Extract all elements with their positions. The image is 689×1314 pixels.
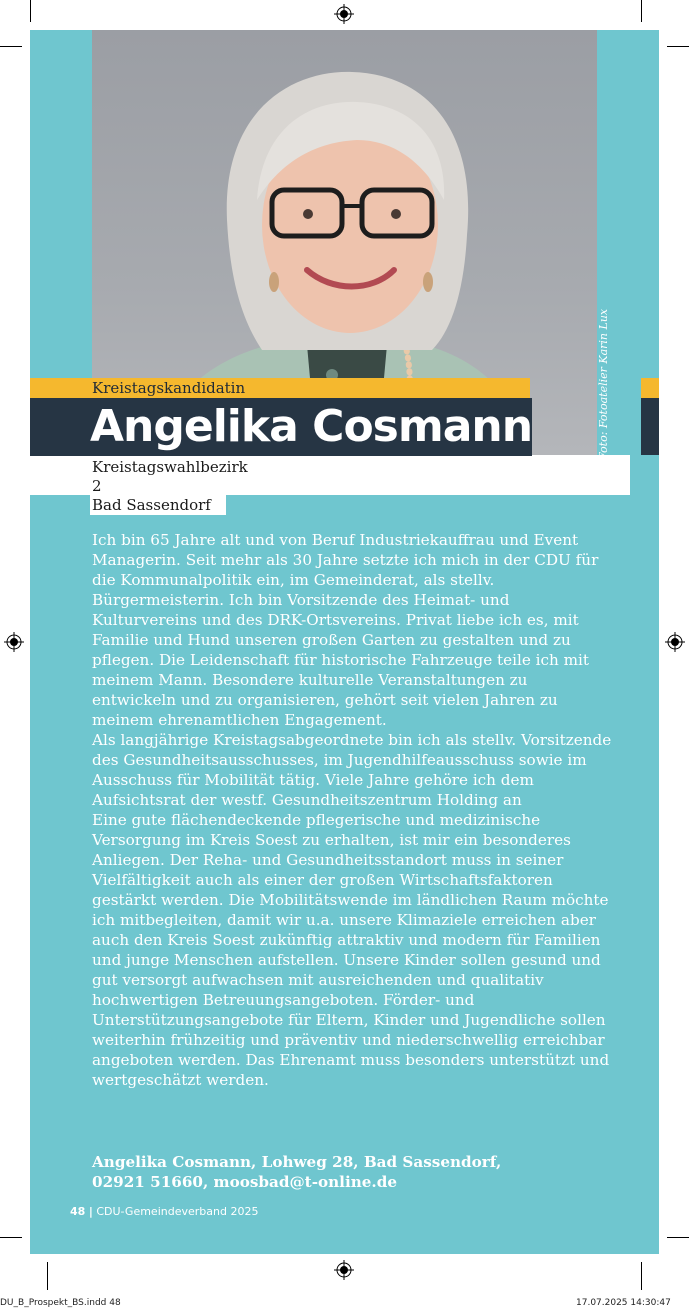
- print-slug-timestamp: 17.07.2025 14:30:47: [576, 1298, 671, 1308]
- district-line-2: Bad Sassendorf: [92, 496, 211, 514]
- registration-mark-icon: [334, 4, 354, 24]
- candidate-name: Angelika Cosmann: [90, 401, 533, 452]
- crop-mark: [667, 46, 689, 47]
- biography-paragraph: Eine gute flächendeckende pflegerische und medizinische Versorgung im Kreis Soest zu erhalten, ist mir ein besonderes Anliegen. Der Reha- und Gesundheitsstandort muss in seiner Vielfältigkeit auch als einer der großen Wirtschaftsfaktoren gestärkt werden. Die Mobilitätswende im ländlichen Raum möchte ich mitbegleiten, damit wir u.a. unsere Klimaziele erreichen aber auch den Kreis Soest zukünftig attraktiv und modern für Familien und junge Menschen aufstellen. Unsere Kinder sollen gesund und gut versorgt aufwachsen mit ausreichenden und qualitativ hochwertigen Betreuungsangeboten. Förder- und Unterstützungsangebote für Eltern, Kinder und Jugendliche sollen weiterhin frühzeitig und präventiv und niederschwellig erreichbar angeboten werden. Das Ehrenamt muss besonders unterstützt und wertgeschätzt werden.: [92, 811, 610, 1089]
- kicker-bar-right: [641, 378, 659, 398]
- contact-phone-email: 02921 51660, moosbad@t-online.de: [92, 1173, 397, 1191]
- biography-paragraph: Als langjährige Kreistagsabgeordnete bin ich als stellv. Vorsitzende des Gesundheitsausschusses, im Jugendhilfeausschuss sowie im Ausschuss für Mobilität tätig. Viele Jahre gehöre ich dem Aufsichtsrat der westf. Gesundheitszentrum Holding an: [92, 731, 612, 809]
- footer-separator: |: [88, 1205, 93, 1218]
- crop-mark: [667, 1237, 689, 1238]
- crop-mark: [0, 46, 22, 47]
- registration-mark-icon: [334, 1260, 354, 1280]
- crop-mark: [0, 1237, 22, 1238]
- page-number: 48: [70, 1205, 86, 1218]
- name-bar-right: [641, 398, 659, 455]
- photo-credit: Foto: Fotoatelier Karin Lux: [597, 308, 610, 460]
- crop-mark: [30, 0, 31, 22]
- biography-paragraph: Ich bin 65 Jahre alt und von Beruf Industriekauffrau und Event Managerin. Seit mehr als 30 Jahre setzte ich mich in der CDU für die Kommunalpolitik ein, im Gemeinderat, als stellv. Bürgermeisterin. Ich bin Vorsitzende des Heimat- und Kulturvereins und des DRK-Ortsvereins. Privat liebe ich es, mit Familie und Hund unseren großen Garten zu gestalten und zu pflegen. Die Leidenschaft für historische Fahrzeuge teile ich mit meinem Mann. Besondere kulturelle Veranstaltungen zu entwickeln und zu organisieren, gehört seit vielen Jahren zu meinem ehrenamtlichen Engagement.: [92, 531, 599, 729]
- district-label: [90, 457, 248, 515]
- contact-address: Angelika Cosmann, Lohweg 28, Bad Sassendorf,: [92, 1153, 502, 1171]
- registration-mark-icon: [4, 632, 24, 652]
- page-footer: [70, 1205, 258, 1218]
- biography-text: [92, 530, 612, 1090]
- candidate-kicker: Kreistagskandidatin: [92, 379, 246, 397]
- crop-mark: [641, 0, 642, 22]
- print-slug-file: DU_B_Prospekt_BS.indd 48: [0, 1298, 121, 1308]
- crop-mark: [47, 1262, 48, 1290]
- district-line-1: Kreistagswahlbezirk 2: [92, 458, 248, 495]
- crop-mark: [641, 1262, 642, 1290]
- registration-mark-icon: [665, 632, 685, 652]
- footer-publication: CDU-Gemeindeverband 2025: [96, 1205, 259, 1218]
- contact-info: [92, 1152, 612, 1192]
